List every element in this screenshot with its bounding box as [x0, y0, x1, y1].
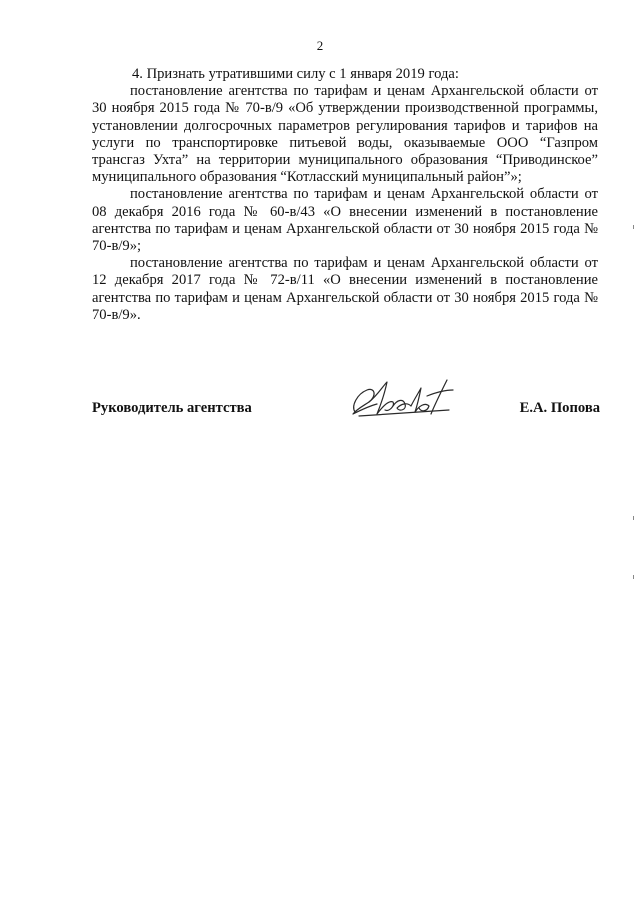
- page-number: 2: [316, 38, 324, 53]
- paragraph-resolution-2017: постановление агентства по тарифам и ценам Архангельской области от 12 декабря 2017 года № 72-в/11 «О внесении изменений в постановление агентства по тарифам и ценам Архангельской области от 30 ноября 2015 года № 70-в/9».: [92, 255, 598, 323]
- signature-block: [92, 376, 600, 426]
- paragraph-resolution-2016: постановление агентства по тарифам и ценам Архангельской области от 08 декабря 2016 года № 60-в/43 «О внесении изменений в постановление агентства по тарифам и ценам Архангельской области от 30 ноября 2015 года № 70-в/9»;: [92, 186, 598, 255]
- scan-edge-mark: [633, 516, 634, 520]
- document-body: [92, 66, 598, 324]
- paragraph-item-4: 4. Признать утратившими силу с 1 января 2019 года:: [132, 66, 459, 82]
- scan-edge-mark: [633, 225, 634, 229]
- paragraph-resolution-2015: постановление агентства по тарифам и ценам Архангельской области от 30 ноября 2015 года № 70-в/9 «Об утверждении производственной программы, установлении долгосрочных параметров регулирования тарифов и тарифов на услуги по транспортировке питьевой воды, оказываемые ООО “Газпром трансгаз Ухта” на территории муниципального образования “Приводинское” муниципального образования “Котласский муниципальный район”»;: [92, 83, 598, 186]
- signatory-name: Е.А. Попова: [519, 400, 600, 416]
- signatory-title: Руководитель агентства: [92, 400, 252, 416]
- scan-edge-mark: [633, 575, 634, 579]
- handwritten-signature: [347, 376, 457, 424]
